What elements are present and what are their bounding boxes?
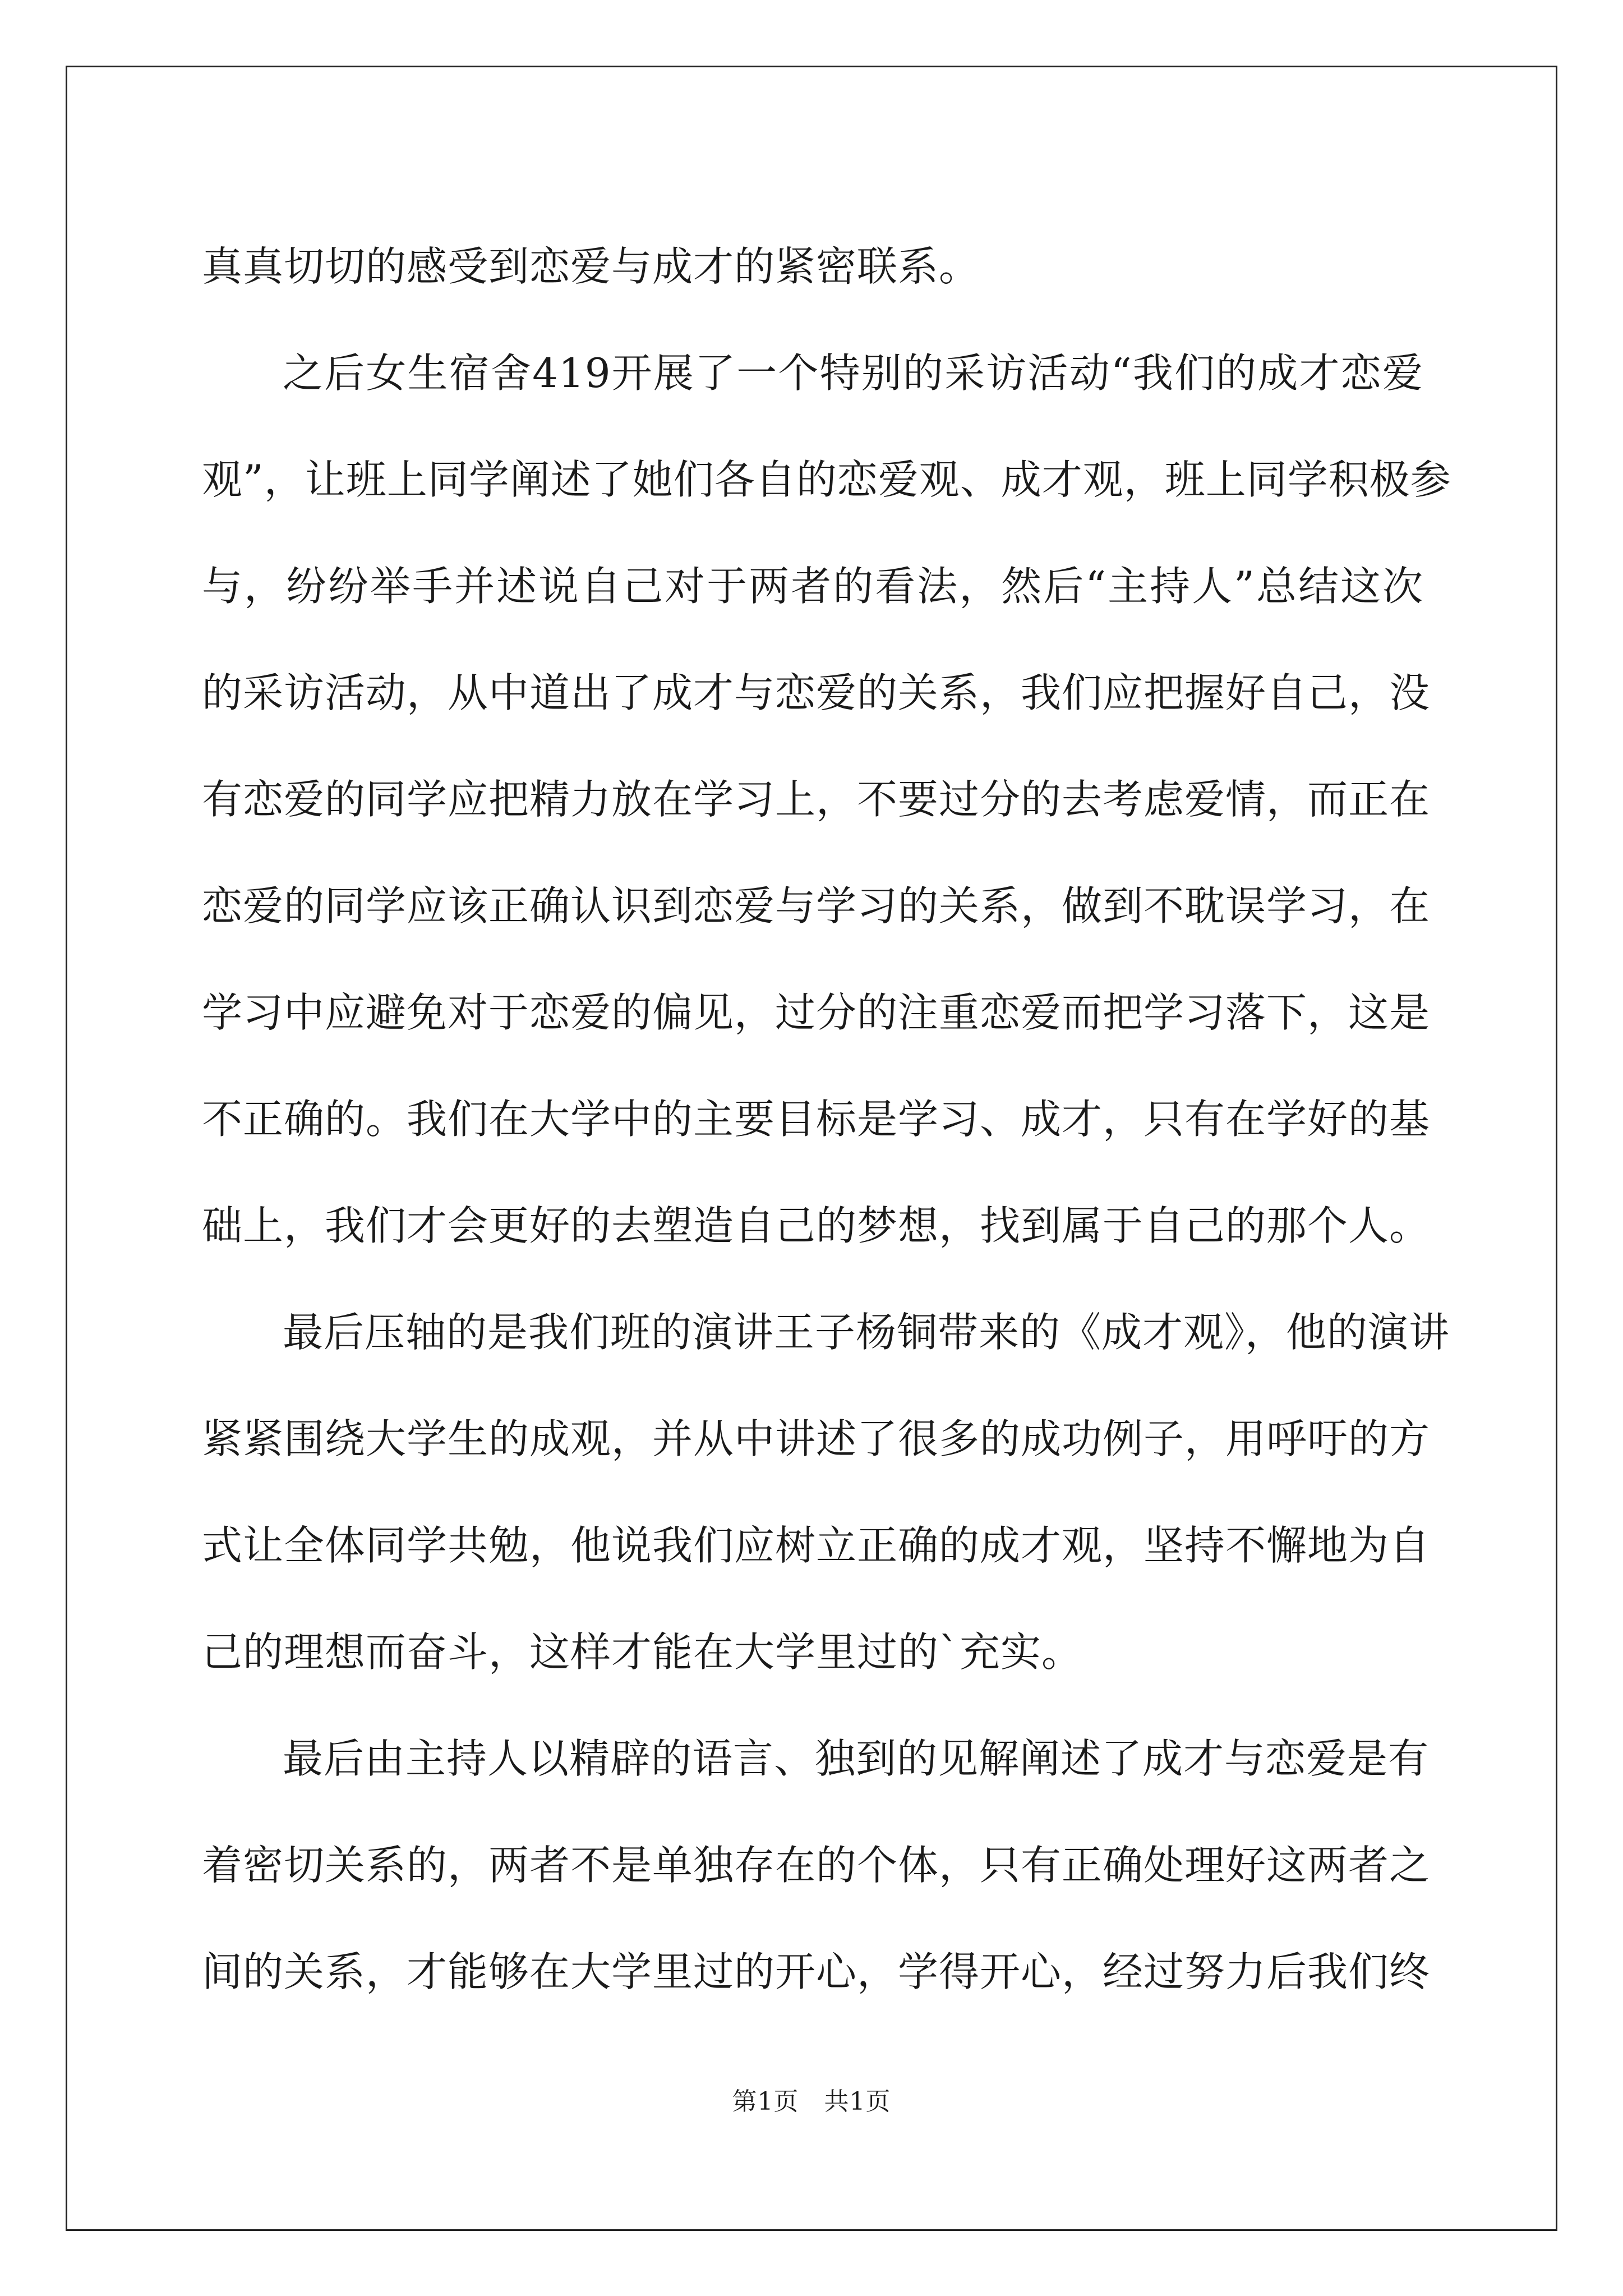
text-line-content: 与，纷纷举手并述说自己对于两者的看法，然后“主持人”总结这次 — [202, 563, 1423, 610]
text-line — [202, 1705, 1430, 1812]
text-line — [202, 746, 1431, 853]
text-line-content: 最后压轴的是我们班的演讲王子杨铜带来的《成才观》，他的演讲 — [283, 1309, 1450, 1356]
text-line — [202, 853, 1431, 959]
text-line-content: 学习中应避免对于恋爱的偏见，过分的注重恋爱而把学习落下，这是 — [202, 989, 1431, 1036]
text-line — [202, 320, 1423, 426]
text-line — [202, 213, 1423, 320]
text-line-content: 真真切切的感受到恋爱与成才的紧密联系。 — [202, 243, 980, 290]
text-line-content: 间的关系，才能够在大学里过的开心，学得开心，经过努力后我们终 — [202, 1948, 1431, 1995]
text-line-content: 己的理想而奋斗，这样才能在大学里过的`充实。 — [202, 1628, 1083, 1676]
document-body — [202, 213, 1451, 2025]
text-line-content: 恋爱的同学应该正确认识到恋爱与学习的关系，做到不耽误学习，在 — [202, 882, 1431, 930]
text-line — [202, 533, 1423, 639]
page-number-footer: 第1页 共1页 — [732, 2087, 891, 2116]
text-line-content: 紧紧围绕大学生的成观，并从中讲述了很多的成功例子，用呼吁的方 — [202, 1415, 1431, 1462]
text-line — [202, 426, 1451, 533]
text-line-content: 着密切关系的，两者不是单独存在的个体，只有正确处理好这两者之 — [202, 1842, 1431, 1889]
text-line — [202, 639, 1431, 746]
text-line — [202, 1279, 1450, 1386]
text-line-content: 式让全体同学共勉，他说我们应树立正确的成才观，坚持不懈地为自 — [202, 1522, 1431, 1569]
text-line — [202, 1812, 1431, 1918]
text-line-content: 最后由主持人以精辟的语言、独到的见解阐述了成才与恋爱是有 — [283, 1735, 1430, 1782]
text-line-content: 之后女生宿舍419开展了一个特别的采访活动“我们的成才恋爱 — [283, 349, 1423, 397]
text-line — [202, 1386, 1431, 1492]
text-line — [202, 1172, 1431, 1279]
text-line-content: 的采访活动，从中道出了成才与恋爱的关系，我们应把握好自己，没 — [202, 669, 1431, 716]
text-line — [202, 1918, 1431, 2025]
text-line-content: 不正确的。我们在大学中的主要目标是学习、成才，只有在学好的基 — [202, 1096, 1431, 1143]
text-line — [202, 959, 1431, 1066]
text-line — [202, 1492, 1431, 1599]
text-line-content: 础上，我们才会更好的去塑造自己的梦想，找到属于自己的那个人。 — [202, 1202, 1431, 1249]
text-line — [202, 1066, 1431, 1172]
text-line — [202, 1599, 1423, 1705]
text-line-content: 有恋爱的同学应把精力放在学习上，不要过分的去考虑爱情，而正在 — [202, 776, 1431, 823]
text-line-content: 观”，让班上同学阐述了她们各自的恋爱观、成才观，班上同学积极参 — [202, 456, 1451, 503]
